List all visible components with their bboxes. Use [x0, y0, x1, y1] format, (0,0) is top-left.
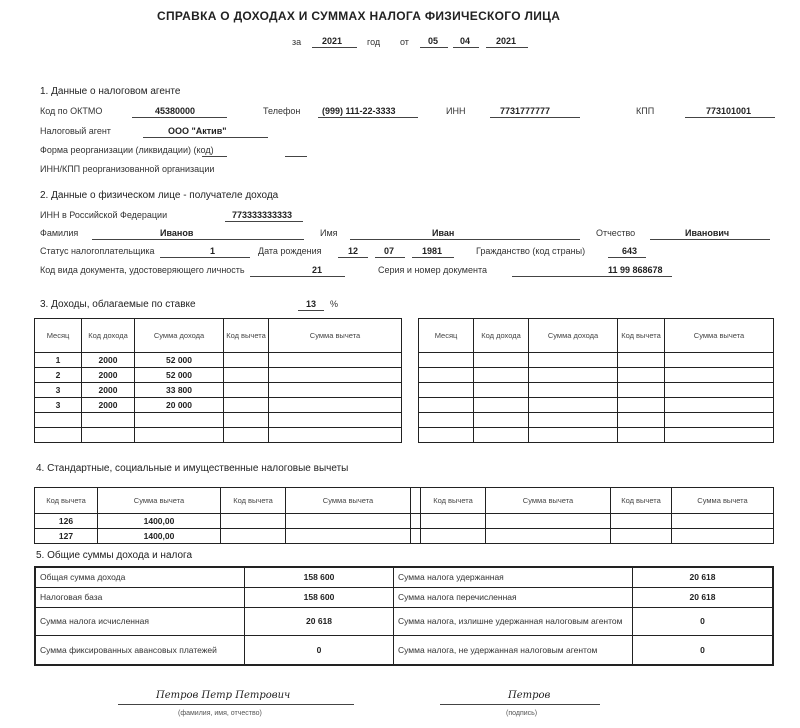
phone-label: Телефон [263, 106, 301, 116]
signer-signature: Петров [508, 690, 551, 701]
totals-table [34, 566, 774, 666]
income-table-left [34, 318, 402, 443]
signer-name: Петров Петр Петрович [156, 690, 291, 701]
col-deduction-sum-r: Сумма вычета [665, 319, 774, 353]
deduction-table: Код вычета Сумма вычета Код вычета Сумма вычета Код вычета Сумма вычета Код вычета Сумма вычета 126 1400,00 127 1400,00 [34, 487, 774, 544]
table-row: 3 2000 33 800 [35, 383, 402, 398]
citizenship-label: Гражданство (код страны) [476, 246, 586, 256]
col-deduction-code: Код вычета [224, 319, 269, 353]
section4-title: 4. Стандартные, социальные и имущественные налоговые вычеты [36, 463, 349, 474]
name-label: Имя [320, 228, 338, 238]
table-row: 1 2000 52 000 [35, 353, 402, 368]
inn-person-label: ИНН в Российской Федерации [40, 210, 168, 220]
col-income-code: Код дохода [82, 319, 135, 353]
table-row: Общая сумма дохода 158 600 Сумма налога удержанная 20 618 [35, 567, 773, 587]
table-row: Сумма налога исчисленная 20 618 Сумма налога, излишне удержанная налоговым агентом 0 [35, 607, 773, 635]
table-row: Сумма фиксированных авансовых платежей 0 Сумма налога, не удержанная налоговым агентом 0 [35, 635, 773, 665]
inn-person-value: 773333333333 [232, 210, 293, 220]
col-income-sum: Сумма дохода [135, 319, 224, 353]
status-label: Статус налогоплательщика [40, 246, 155, 256]
col-income-code-r: Код дохода [474, 319, 529, 353]
header-date-year: 2021 [496, 36, 517, 46]
inn-agent-value: 7731777777 [500, 106, 551, 116]
col-month: Месяц [35, 319, 82, 353]
header-ot: от [400, 37, 409, 47]
doc-code-label: Код вида документа, удостоверяющего личность [40, 265, 245, 275]
section3-pct: % [330, 299, 339, 309]
name-value: Иван [432, 228, 455, 238]
col-deduction-code-r: Код вычета [618, 319, 665, 353]
birth-label: Дата рождения [258, 246, 322, 256]
signer-name-caption: (фамилия, имя, отчество) [178, 710, 262, 717]
inn-agent-label: ИНН [446, 106, 466, 116]
patronymic-value: Иванович [685, 228, 730, 238]
doc-series-value: 11 99 868678 [608, 265, 663, 275]
section2-title: 2. Данные о физическом лице - получателе дохода [40, 190, 279, 201]
table-row: Налоговая база 158 600 Сумма налога перечисленная 20 618 [35, 587, 773, 607]
reorg-label: Форма реорганизации (ликвидации) (код) [40, 145, 214, 155]
surname-value: Иванов [160, 228, 194, 238]
page-title: СПРАВКА О ДОХОДАХ И СУММАХ НАЛОГА ФИЗИЧЕСКОГО ЛИЦА [157, 9, 561, 23]
header-za: за [292, 37, 302, 47]
oktmo-value: 45380000 [155, 106, 196, 116]
patronymic-label: Отчество [596, 228, 636, 238]
oktmo-label: Код по ОКТМО [40, 106, 103, 116]
section1-title: 1. Данные о налоговом агенте [40, 86, 181, 97]
table-row: 127 1400,00 [35, 529, 774, 544]
doc-code-value: 21 [312, 265, 323, 275]
status-value: 1 [210, 246, 216, 256]
agent-label: Налоговый агент [40, 126, 111, 136]
phone-value: (999) 111-22-3333 [322, 106, 396, 116]
header-day: 05 [428, 36, 439, 46]
section3-title: 3. Доходы, облагаемые по ставке [40, 299, 196, 310]
signer-signature-caption: (подпись) [506, 710, 538, 717]
income-table-right [418, 318, 774, 443]
kpp-label: КПП [636, 106, 655, 116]
reorg-inn-label: ИНН/КПП реорганизованной организации [40, 164, 215, 174]
header-year: 2021 [322, 36, 343, 46]
table-row: 126 1400,00 [35, 514, 774, 529]
col-income-sum-r: Сумма дохода [529, 319, 618, 353]
section5-title: 5. Общие суммы дохода и налога [36, 550, 193, 561]
surname-label: Фамилия [40, 228, 79, 238]
doc-series-label: Серия и номер документа [378, 265, 487, 275]
birth-month: 07 [384, 246, 395, 256]
col-deduction-sum: Сумма вычета [269, 319, 402, 353]
kpp-value: 773101001 [706, 106, 752, 116]
col-month-r: Месяц [419, 319, 474, 353]
header-god: год [367, 37, 381, 47]
agent-value: ООО "Актив" [168, 126, 227, 136]
table-row: 2 2000 52 000 [35, 368, 402, 383]
birth-day: 12 [348, 246, 359, 256]
section3-rate: 13 [306, 299, 317, 309]
birth-year: 1981 [422, 246, 443, 256]
table-row: 3 2000 20 000 [35, 398, 402, 413]
header-month: 04 [460, 36, 471, 46]
citizenship-value: 643 [622, 246, 638, 256]
